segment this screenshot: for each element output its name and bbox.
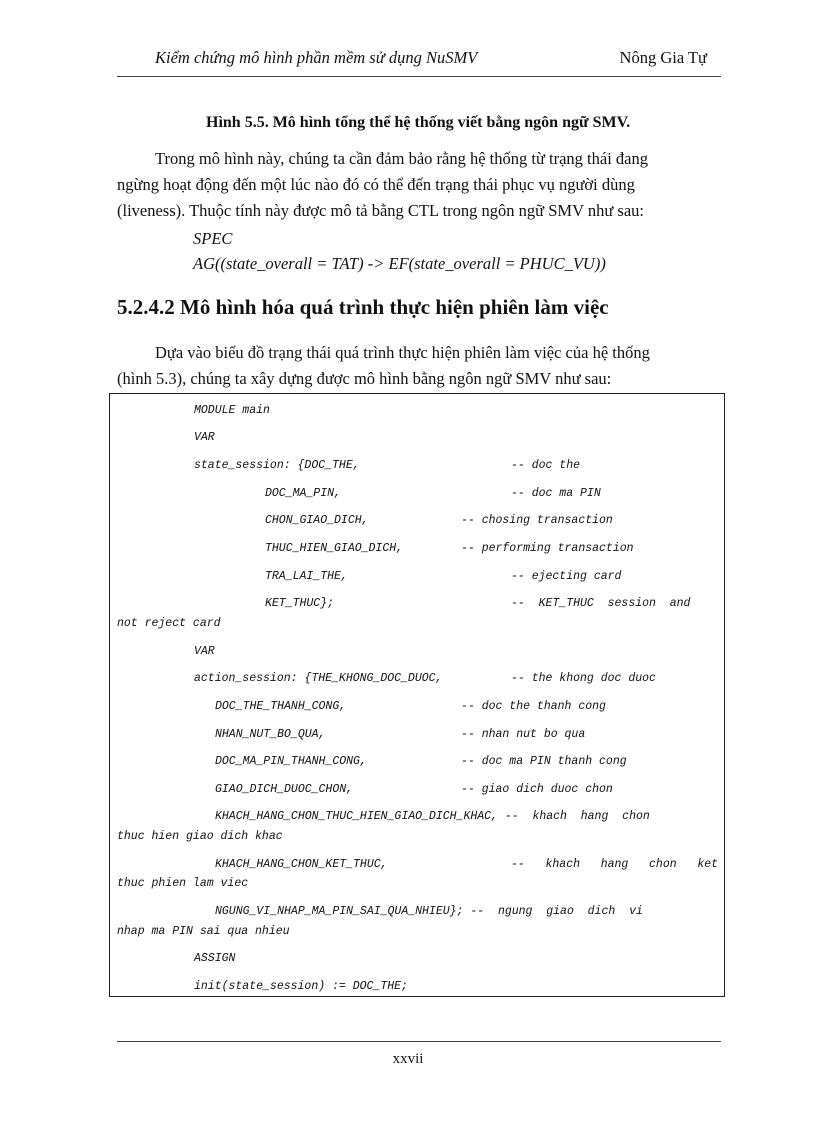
code-line: DOC_MA_PIN, [265, 487, 341, 500]
code-line: VAR [194, 645, 215, 658]
code-line: KHACH_HANG_CHON_KET_THUC, [215, 858, 388, 871]
code-listing-box [109, 393, 725, 997]
paragraph-intro-model [117, 340, 721, 392]
code-line: GIAO_DICH_DUOC_CHON, [215, 783, 354, 796]
paragraph-line: ngừng hoạt động đến một lúc nào đó có thể đến trạng thái phục vụ người dùng [117, 175, 635, 194]
page-header [117, 46, 721, 72]
header-author: Nông Gia Tự [619, 48, 707, 67]
code-comment: -- doc the [511, 459, 581, 472]
spec-formula: AG((state_overall = TAT) -> EF(state_overall = PHUC_VU)) [193, 254, 606, 273]
code-line: KHACH_HANG_CHON_THUC_HIEN_GIAO_DICH_KHAC, -- khach hang chon [215, 810, 650, 823]
paragraph-line: (liveness). Thuộc tính này được mô tả bằng CTL trong ngôn ngữ SMV như sau: [117, 201, 644, 220]
code-comment: -- doc ma PIN [511, 487, 601, 500]
code-line: nhap ma PIN sai qua nhieu [117, 925, 290, 938]
code-line: not reject card [117, 617, 221, 630]
code-comment: -- doc ma PIN thanh cong [461, 755, 627, 768]
section-heading: 5.2.4.2 Mô hình hóa quá trình thực hiện phiên làm việc [117, 295, 609, 319]
code-line: DOC_THE_THANH_CONG, [215, 700, 347, 713]
code-comment: -- nhan nut bo qua [461, 728, 586, 741]
code-comment: -- performing transaction [461, 542, 634, 555]
code-line: KET_THUC}; [265, 597, 335, 610]
code-comment: -- KET_THUC session and [511, 597, 691, 610]
code-line: thuc hien giao dich khac [117, 830, 283, 843]
code-line: ASSIGN [194, 952, 236, 965]
code-line: NGUNG_VI_NHAP_MA_PIN_SAI_QUA_NHIEU}; -- ngung giao dich vi [215, 905, 643, 918]
code-line: MODULE main [194, 404, 270, 417]
code-comment: -- khach hang chon ket [511, 858, 719, 871]
code-line: DOC_MA_PIN_THANH_CONG, [215, 755, 367, 768]
code-line: NHAN_NUT_BO_QUA, [215, 728, 326, 741]
code-line: THUC_HIEN_GIAO_DICH, [265, 542, 404, 555]
code-comment: -- giao dich duoc chon [461, 783, 613, 796]
code-comment: -- the khong doc duoc [511, 672, 656, 685]
code-line: CHON_GIAO_DICH, [265, 514, 369, 527]
paragraph-line: (hình 5.3), chúng ta xây dựng được mô hình bằng ngôn ngữ SMV như sau: [117, 369, 612, 388]
paragraph-line: Dựa vào biểu đồ trạng thái quá trình thực hiện phiên làm việc của hệ thống [155, 343, 650, 362]
code-line: VAR [194, 431, 215, 444]
figure-caption: Hình 5.5. Mô hình tổng thể hệ thống viết bằng ngôn ngữ SMV. [206, 114, 631, 131]
paragraph-line: Trong mô hình này, chúng ta cần đảm bảo rằng hệ thống từ trạng thái đang [155, 149, 648, 168]
header-divider [117, 76, 721, 77]
code-comment: -- ejecting card [511, 570, 622, 583]
code-line: TRA_LAI_THE, [265, 570, 348, 583]
code-line: action_session: {THE_KHONG_DOC_DUOC, [194, 672, 443, 685]
code-line: thuc phien lam viec [117, 877, 249, 890]
footer-divider [117, 1041, 721, 1042]
spec-keyword: SPEC [193, 229, 233, 248]
code-comment: -- chosing transaction [461, 514, 613, 527]
header-title: Kiểm chứng mô hình phần mềm sử dụng NuSMV [155, 48, 478, 67]
code-line: init(state_session) := DOC_THE; [194, 980, 408, 993]
code-comment: -- doc the thanh cong [461, 700, 606, 713]
paragraph-liveness [117, 146, 721, 224]
page-number: xxvii [392, 1051, 424, 1067]
spec-block [193, 226, 606, 276]
code-line: state_session: {DOC_THE, [194, 459, 360, 472]
